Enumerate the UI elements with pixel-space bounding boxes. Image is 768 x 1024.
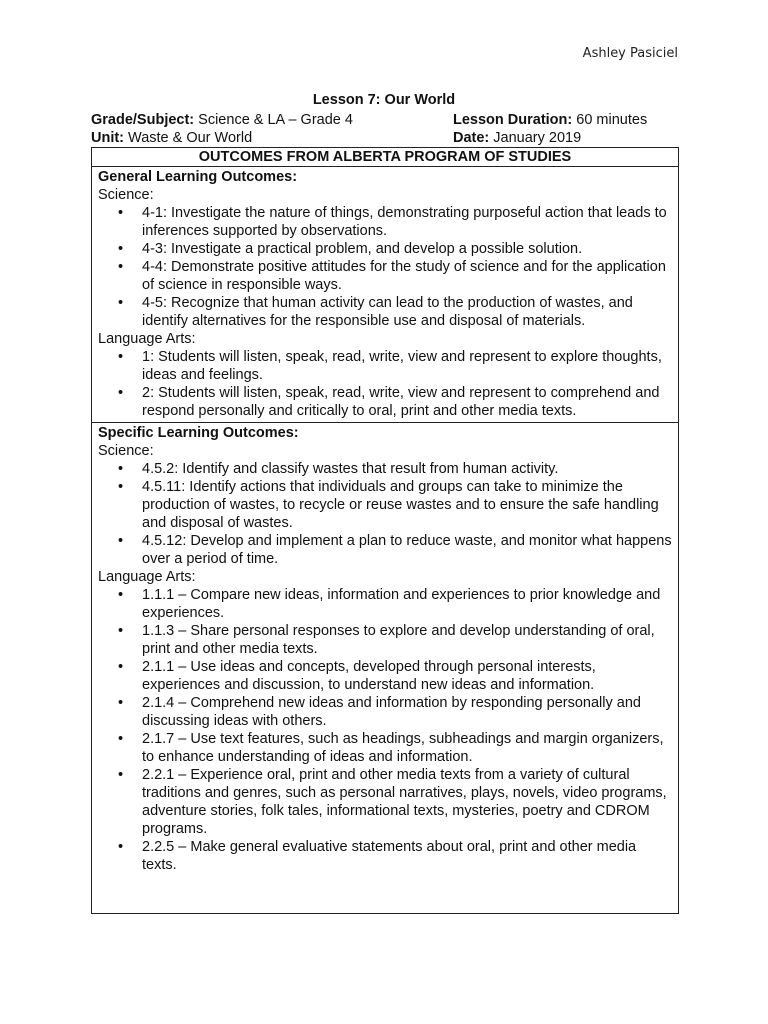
list-item: • 1: Students will listen, speak, read, write, view and represent to explore thoughts, ideas and feelings. [142,348,672,384]
author-name: Ashley Pasiciel [582,46,678,61]
list-item: • 2.1.1 – Use ideas and concepts, developed through personal interests, experiences and discussion, to understand new ideas and information. [142,658,672,694]
list-item: • 2: Students will listen, speak, read, write, view and represent to comprehend and respond personally and critically to oral, print and other media texts. [142,384,672,420]
general-outcomes-heading: General Learning Outcomes: [98,169,298,185]
general-outcomes-section [92,167,678,422]
lesson-title: Lesson 7: Our World [312,92,456,108]
specific-outcomes-section [92,422,678,913]
list-item: • 4-4: Demonstrate positive attitudes for the study of science and for the application of science in responsible ways. [142,258,672,294]
grade-value: Science & LA – Grade 4 [194,112,353,128]
duration-label: Lesson Duration: [453,112,573,128]
date-label: Date: [453,130,490,146]
list-item: • 1.1.3 – Share personal responses to explore and develop understanding of oral, print and other media texts. [142,622,672,658]
date-value: January 2019 [489,130,582,146]
list-item: • 2.2.1 – Experience oral, print and other media texts from a variety of cultural traditions and genres, such as personal narratives, plays, novels, video programs, adventure stories, folk tales, informational texts, mysteries, poetry and CDROM programs. [142,766,672,838]
list-item: • 2.2.5 – Make general evaluative statements about oral, print and other media texts. [142,838,672,874]
general-science-list [98,204,672,330]
list-item: • 4-5: Recognize that human activity can lead to the production of wastes, and identify alternatives for the responsible use and disposal of materials. [142,294,672,330]
list-item: • 2.1.7 – Use text features, such as headings, subheadings and margin organizers, to enhance understanding of ideas and information. [142,730,672,766]
list-item: • 4-3: Investigate a practical problem, and develop a possible solution. [142,240,672,258]
duration-value: 60 minutes [572,112,648,128]
outcomes-table [91,147,679,914]
specific-science-list [98,460,672,568]
general-la-list [98,348,672,420]
list-item: • 4.5.11: Identify actions that individuals and groups can take to minimize the production of wastes, to recycle or reuse wastes and to ensure the safe handling and disposal of wastes. [142,478,672,532]
specific-la-label: Language Arts: [98,569,196,585]
general-la-label: Language Arts: [98,331,196,347]
meta-row-unit [91,129,681,147]
specific-science-label: Science: [98,443,154,459]
specific-outcomes-heading: Specific Learning Outcomes: [98,425,299,441]
list-item: • 4.5.12: Develop and implement a plan to reduce waste, and monitor what happens over a period of time. [142,532,672,568]
list-item: • 4-1: Investigate the nature of things, demonstrating purposeful action that leads to inferences supported by observations. [142,204,672,240]
grade-label: Grade/Subject: [91,112,195,128]
list-item: • 4.5.2: Identify and classify wastes that result from human activity. [142,460,672,478]
unit-label: Unit: [91,130,125,146]
meta-row-grade [91,111,681,129]
unit-value: Waste & Our World [124,130,253,146]
list-item: • 1.1.1 – Compare new ideas, information and experiences to prior knowledge and experiences. [142,586,672,622]
list-item: • 2.1.4 – Comprehend new ideas and information by responding personally and discussing ideas with others. [142,694,672,730]
specific-la-list [98,586,672,874]
general-science-label: Science: [98,187,154,203]
table-header: OUTCOMES FROM ALBERTA PROGRAM OF STUDIES [92,148,678,167]
